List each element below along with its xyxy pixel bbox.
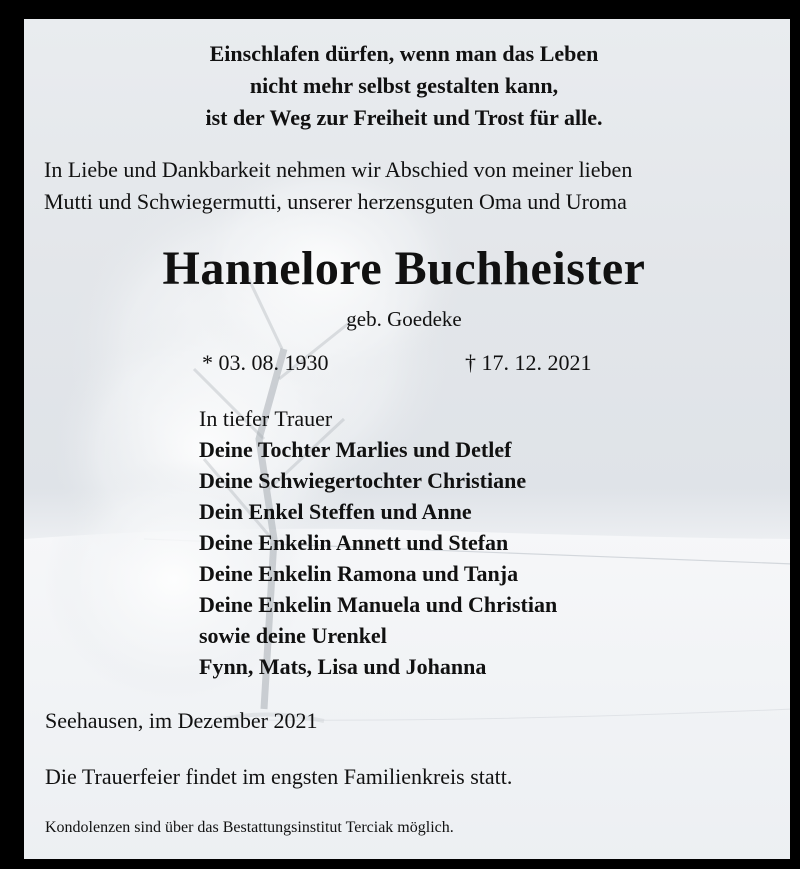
funeral-note: Die Trauerfeier findet im engsten Familienkreis statt. [45,764,513,789]
death-date: † 17. 12. 2021 [465,350,592,375]
mourner-line: Deine Enkelin Manuela und Christian [199,592,558,617]
mourner-line: Deine Tochter Marlies und Detlef [199,437,512,462]
deceased-name: Hannelore Buchheister [162,242,646,295]
mourner-line: Dein Enkel Steffen und Anne [199,499,472,524]
birth-date: * 03. 08. 1930 [202,350,329,375]
mourner-line: Deine Enkelin Ramona und Tanja [199,561,519,586]
notice-text [24,19,790,859]
motto-line-3: ist der Weg zur Freiheit und Trost für alle. [205,105,603,130]
birth-name: geb. Goedeke [346,307,462,331]
mourner-line: sowie deine Urenkel [199,623,387,648]
motto-line-1: Einschlafen dürfen, wenn man das Leben [209,41,599,66]
intro-line-2: Mutti und Schwiegermutti, unserer herzensguten Oma und Uroma [44,189,627,214]
place-and-date: Seehausen, im Dezember 2021 [45,708,318,733]
obituary-notice [10,10,790,859]
intro-line-1: In Liebe und Dankbarkeit nehmen wir Abschied von meiner lieben [44,157,633,182]
mourning-intro: In tiefer Trauer [199,406,333,431]
mourner-line: Fynn, Mats, Lisa und Johanna [199,654,487,679]
motto-line-2: nicht mehr selbst gestalten kann, [249,73,559,98]
mourner-line: Deine Schwiegertochter Christiane [199,468,527,493]
condolence-note: Kondolenzen sind über das Bestattungsinstitut Terciak möglich. [45,819,454,836]
notice-canvas [24,19,790,859]
mourner-line: Deine Enkelin Annett und Stefan [199,530,509,555]
